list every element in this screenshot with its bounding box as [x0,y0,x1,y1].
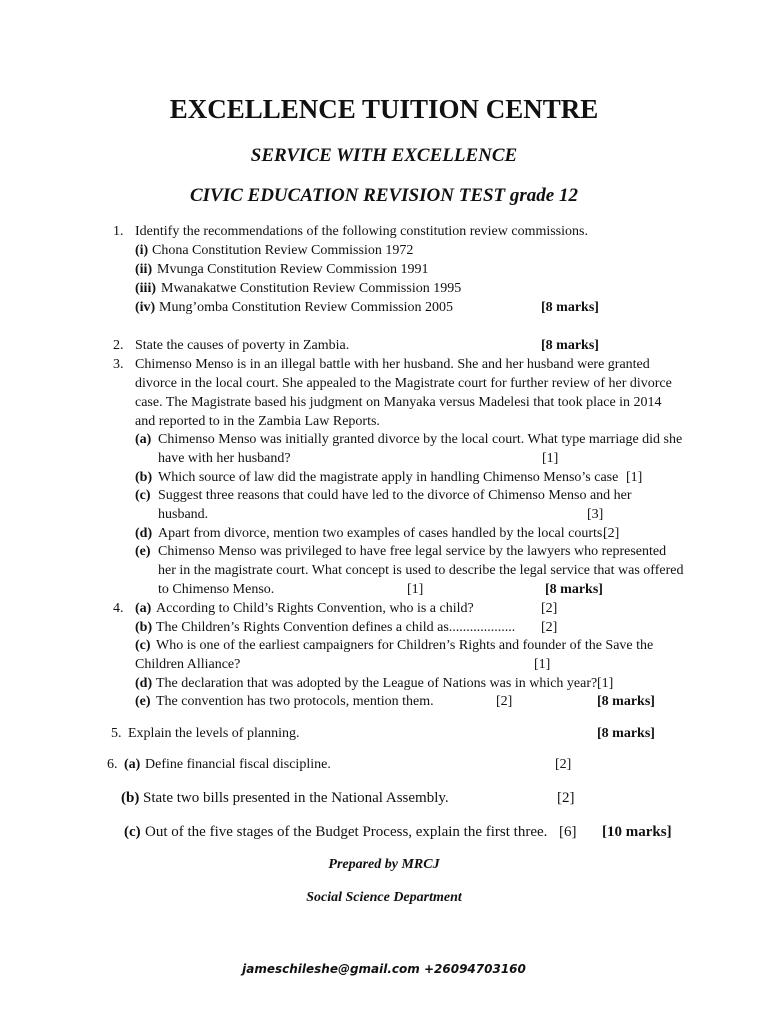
motto: SERVICE WITH EXCELLENCE [250,145,518,166]
question-text-line: case. The Magistrate based his judgment on Manyaka versus Madelesi that took place in 2014 [135,395,662,410]
sub-text: The declaration that was adopted by the League of Nations was in which year? [156,676,598,691]
sub-mark: [2] [557,790,575,806]
sub-label: (d) [135,676,153,691]
question-number: 1. [113,224,124,239]
item-label: (iii) [135,281,156,296]
sub-mark: [1] [542,451,559,466]
sub-mark: [2] [541,601,558,616]
marks: [8 marks] [541,300,599,315]
item-text: Mung’omba Constitution Review Commission 2005 [159,300,454,315]
marks: [8 marks] [597,694,655,709]
item-label: (iv) [135,300,156,315]
prepared-by: Prepared by MRCJ [328,857,440,872]
item-label: (ii) [135,262,153,277]
item-label: (i) [135,243,149,258]
question-text: Explain the levels of planning. [128,726,300,741]
question-text-line: and reported to in the Zambia Law Reports. [135,414,380,429]
sub-label: (c) [124,824,141,840]
sub-text: Which source of law did the magistrate apply in handling Chimenso Menso’s case [158,470,619,485]
sub-label: (a) [124,757,141,772]
sub-label: (e) [135,544,151,559]
sub-text: to Chimenso Menso. [158,582,275,597]
sub-text: Who is one of the earliest campaigners for Children’s Rights and founder of the Save the [156,638,654,653]
marks: [8 marks] [545,582,603,597]
marks: [8 marks] [597,726,655,741]
sub-mark: [2] [541,620,558,635]
sub-text: husband. [158,507,209,522]
sub-text: Define financial fiscal discipline. [145,757,331,772]
sub-label: (d) [135,526,153,541]
sub-label: (a) [135,432,152,447]
sub-mark: [2] [603,526,620,541]
question-number: 4. [113,601,124,616]
marks: [10 marks] [602,824,672,840]
sub-label: (b) [135,620,153,635]
contact-info: jameschileshe@gmail.com +26094703160 [242,962,526,976]
sub-text: Chimenso Menso was privileged to have free legal service by the lawyers who represented [158,544,667,559]
sub-label: (a) [135,601,152,616]
question-number: 2. [113,338,124,353]
sub-label: (b) [121,790,140,806]
sub-mark: [1] [597,676,614,691]
sub-label: (c) [135,488,151,503]
sub-text: Chimenso Menso was initially granted divorce by the local court. What type marriage did she [158,432,683,447]
sub-label: (e) [135,694,151,709]
sub-mark: [1] [407,582,424,597]
sub-text: Suggest three reasons that could have led to the divorce of Chimenso Menso and her [158,488,632,503]
sub-text: her in the magistrate court. What concept is used to describe the legal service that was offered [158,563,684,578]
sub-text: The Children’s Rights Convention defines a child as................... [156,620,516,635]
sub-text: Children Alliance? [135,657,241,672]
page-title: EXCELLENCE TUITION CENTRE [169,94,599,124]
question-text: State the causes of poverty in Zambia. [135,338,350,353]
test-title: CIVIC EDUCATION REVISION TEST grade 12 [189,185,578,206]
question-number: 6. [107,757,118,772]
sub-mark: [2] [555,757,572,772]
item-text: Chona Constitution Review Commission 1972 [152,243,414,258]
question-number: 3. [113,357,124,372]
sub-text: The convention has two protocols, mention them. [156,694,434,709]
marks: [8 marks] [541,338,599,353]
question-text-line: divorce in the local court. She appealed to the Magistrate court for further review of her divorce [135,376,672,391]
sub-label: (c) [135,638,151,653]
sub-text: have with her husband? [158,451,291,466]
sub-mark: [3] [587,507,604,522]
sub-mark: [6] [559,824,577,840]
item-text: Mwanakatwe Constitution Review Commission 1995 [161,281,462,296]
department: Social Science Department [306,890,462,905]
sub-label: (b) [135,470,153,485]
question-text: Identify the recommendations of the following constitution review commissions. [135,224,588,239]
sub-text: Apart from divorce, mention two examples of cases handled by the local courts. [158,526,606,541]
question-text-line: Chimenso Menso is in an illegal battle with her husband. She and her husband were granted [135,357,650,372]
sub-text: Out of the five stages of the Budget Process, explain the first three. [145,824,548,840]
sub-text: According to Child’s Rights Convention, who is a child? [156,601,474,616]
sub-text: State two bills presented in the National Assembly. [143,790,449,806]
item-text: Mvunga Constitution Review Commission 1991 [157,262,429,277]
question-number: 5. [111,726,122,741]
sub-mark: [2] [496,694,513,709]
sub-mark: [1] [626,470,643,485]
sub-mark: [1] [534,657,551,672]
